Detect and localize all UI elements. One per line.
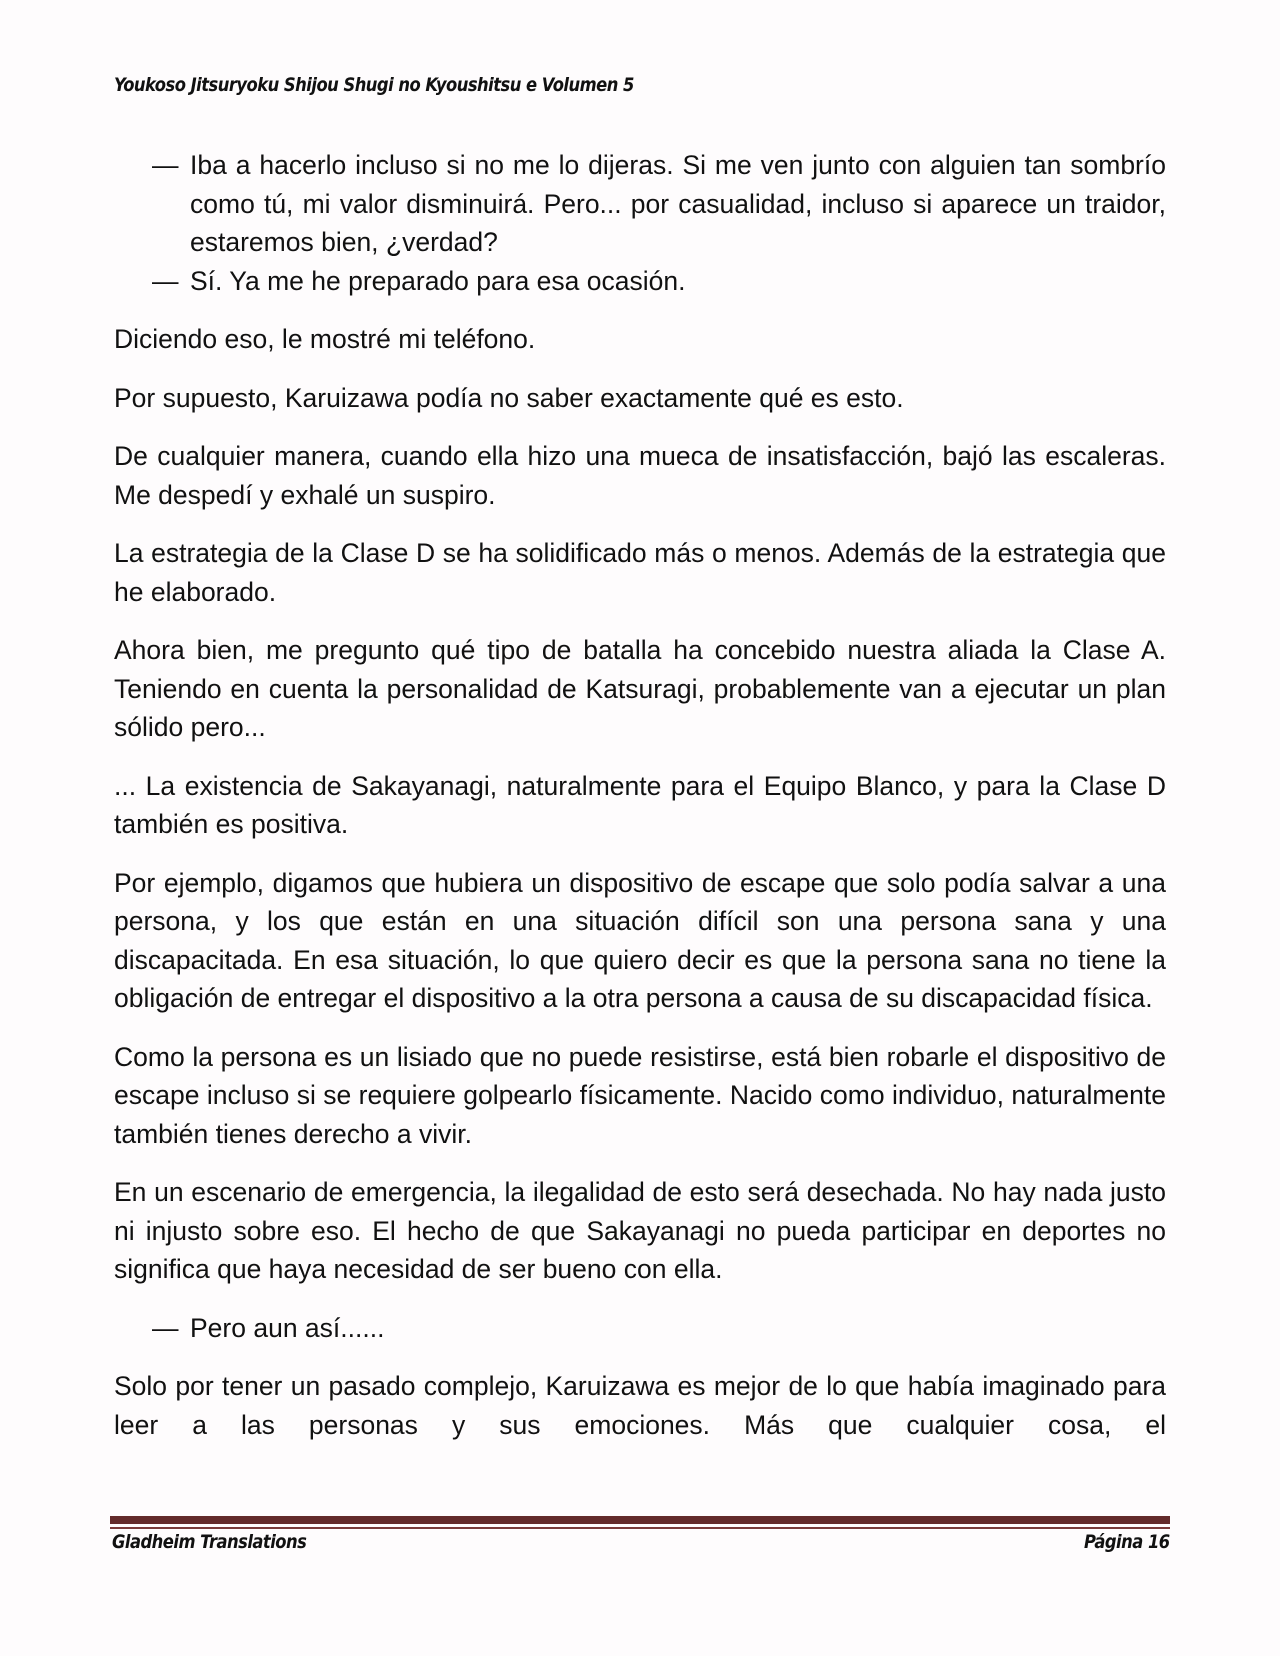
footer-credit: Gladheim Translations bbox=[112, 1531, 307, 1553]
paragraph: En un escenario de emergencia, la ilegalidad de esto será desechada. No hay nada justo ni injusto sobre eso. El hecho de que Sakayanagi no pueda participar en deportes no significa que haya necesidad de ser bueno con ella. bbox=[114, 1177, 1166, 1284]
dialogue-block-top bbox=[114, 146, 1166, 300]
dialogue-line bbox=[114, 146, 1166, 262]
paragraph: De cualquier manera, cuando ella hizo una mueca de insatisfacción, bajó las escaleras. Me despedí y exhalé un suspiro. bbox=[114, 441, 1166, 510]
dialogue-text: Iba a hacerlo incluso si no me lo dijeras. Si me ven junto con alguien tan sombrío como tú, mi valor disminuirá. Pero... por casualidad, incluso si aparece un traidor, estaremos bien, ¿verdad? bbox=[190, 150, 1166, 257]
paragraph: Diciendo eso, le mostré mi teléfono. bbox=[114, 324, 536, 354]
dialogue-text: Pero aun así...... bbox=[190, 1312, 385, 1343]
dialogue-text: Sí. Ya me he preparado para esa ocasión. bbox=[190, 265, 686, 296]
em-dash: — bbox=[152, 150, 179, 180]
footer-rule-thin bbox=[110, 1527, 1170, 1529]
dialogue-line bbox=[114, 1309, 1166, 1348]
paragraph: ... La existencia de Sakayanagi, naturalmente para el Equipo Blanco, y para la Clase D también es positiva. bbox=[114, 770, 1166, 839]
paragraph: Ahora bien, me pregunto qué tipo de batalla ha concebido nuestra aliada la Clase A. Teniendo en cuenta la personalidad de Katsuragi, probablemente van a ejecutar un plan sólido pero... bbox=[114, 635, 1166, 742]
paragraph-continued: Solo por tener un pasado complejo, Karuizawa es mejor de lo que había imaginado para leer a las personas y sus emociones. Más que cualquier cosa, el bbox=[114, 1371, 1166, 1440]
paragraph: La estrategia de la Clase D se ha solidificado más o menos. Además de la estrategia que he elaborado. bbox=[114, 538, 1166, 607]
em-dash: — bbox=[152, 265, 179, 296]
footer-rule-thick bbox=[110, 1516, 1170, 1524]
page-header-title: Youkoso Jitsuryoku Shijou Shugi no Kyoushitsu e Volumen 5 bbox=[114, 74, 634, 96]
dialogue-line bbox=[114, 262, 1166, 301]
page-number: Página 16 bbox=[1084, 1531, 1170, 1553]
em-dash: — bbox=[152, 1312, 179, 1343]
paragraph: Por ejemplo, digamos que hubiera un dispositivo de escape que solo podía salvar a una persona, y los que están en una situación difícil son una persona sana y una discapacitada. En esa situación, lo que quiero decir es que la persona sana no tiene la obligación de entregar el dispositivo a la otra persona a causa de su discapacidad física. bbox=[114, 867, 1166, 1013]
page-body bbox=[114, 146, 1166, 1464]
dialogue-block-bottom bbox=[114, 1309, 1166, 1348]
paragraph: Como la persona es un lisiado que no puede resistirse, está bien robarle el dispositivo de escape incluso si se requiere golpearlo físicamente. Nacido como individuo, naturalmente también tienes derecho a vivir. bbox=[114, 1041, 1166, 1149]
paragraph: Por supuesto, Karuizawa podía no saber exactamente qué es esto. bbox=[114, 382, 904, 413]
